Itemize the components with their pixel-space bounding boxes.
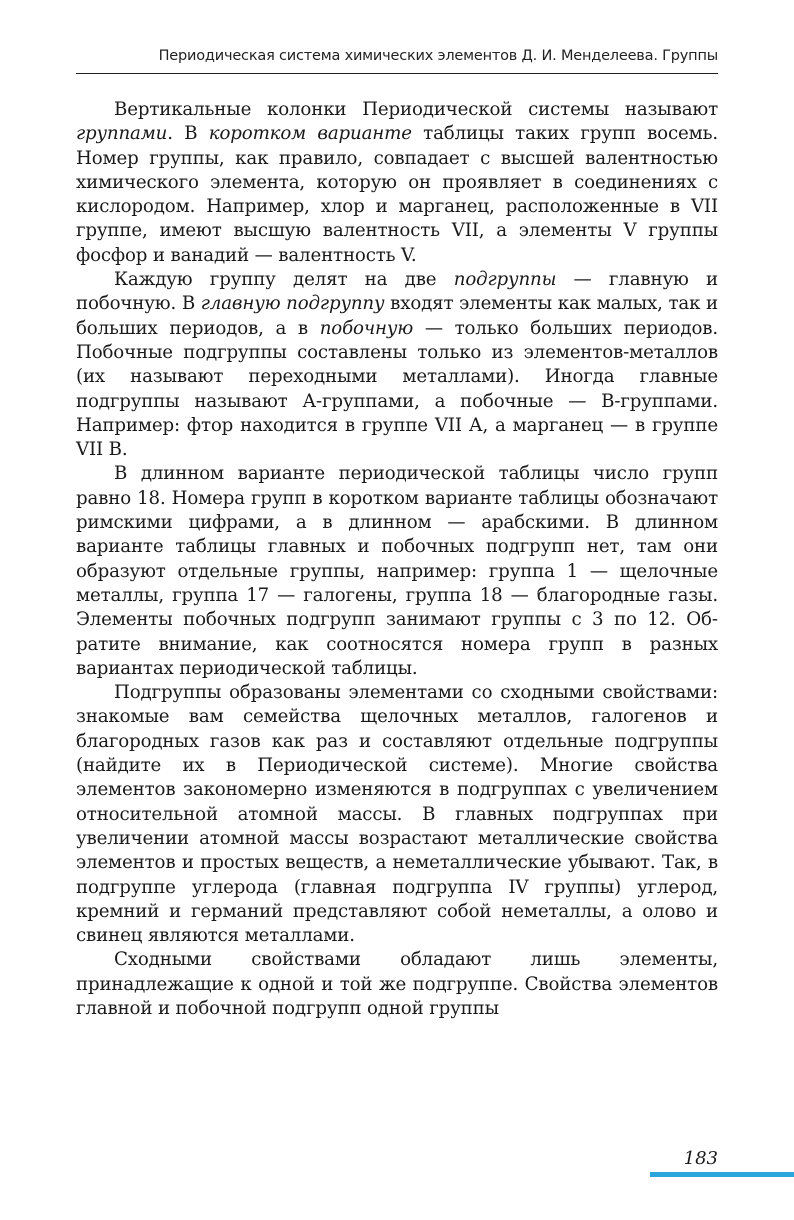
paragraph bbox=[76, 98, 718, 268]
text-run: В длинном варианте периодической таблицы число групп равно 18. Номера групп в коротком варианте таблицы обозначают римскими цифрами, а в длинном — арабскими. В длинном варианте таблицы главных и побочных подгрупп нет, там они образуют отдельные группы, например: группа 1 — щелочные металлы, группа 17 — галогены, группа 18 — благородные газы. Элементы побочных подгрупп занимают группы с 3 по 12. Обратите внимание, как соотносятся номера групп в разных вариантах периодической таблицы. bbox=[76, 463, 718, 679]
paragraph bbox=[76, 681, 718, 948]
text-run: Вертикальные колонки Периодической системы называют bbox=[114, 99, 718, 120]
emphasized-term: коротком варианте bbox=[208, 123, 412, 145]
text-run: Каждую группу делят на две bbox=[114, 269, 454, 291]
emphasized-term: побочную bbox=[319, 317, 414, 339]
emphasized-term: главную подгруппу bbox=[200, 293, 385, 315]
text-run: . В bbox=[167, 123, 209, 145]
body-text bbox=[76, 98, 718, 1021]
text-run: — главную и побочную. В bbox=[76, 269, 718, 315]
footer-bar bbox=[650, 1172, 794, 1177]
emphasized-term: подгруппы bbox=[453, 269, 557, 291]
running-header: Периодическая система химических элементов Д. И. Менделеева. Группы bbox=[158, 48, 718, 64]
text-run: Подгруппы образованы элементами со сходными свойствами: знакомые вам семейства щелочных металлов, галогенов и благородных газов как раз и составляют отдельные подгруппы (найдите их в Периодической системе). Многие свойства элементов закономерно изменяются в подгруппах с увеличением относительной атомной массы. В главных подгруппах при увеличении атомной массы возрастают металлические свойства элементов и простых веществ, а неметаллические убывают. Так, в подгруппе углерода (главная подгруппа IV группы) углерод, кремний и германий представляют собой неметаллы, а олово и свинец являются металлами. bbox=[76, 682, 718, 947]
page-number: 183 bbox=[683, 1148, 718, 1169]
text-run: входят элементы как малых, так и больших периодов, а в bbox=[76, 293, 718, 339]
text-run: — только больших периодов. Побочные подгруппы составлены только из элементов-металлов (их называют переходными металлами). Иногда главные подгруппы называют А-группами, а побочные — В-группами. Например: фтор находится в группе VII А, а марганец — в группе VII В. bbox=[76, 317, 718, 461]
paragraph bbox=[76, 268, 718, 462]
paragraph bbox=[76, 948, 718, 1021]
text-run: таблицы таких групп восемь. Номер группы, как правило, совпадает с высшей валентностью химического элемента, которую он проявляет в соединениях с кислородом. Например, хлор и марганец, расположенные в VII группе, имеют высшую валентность VII, а элементы V группы фосфор и ванадий — валентность V. bbox=[76, 123, 719, 266]
header-rule bbox=[76, 73, 718, 74]
text-run: Сходными свойствами обладают лишь элементы, принадлежащие к одной и той же подгруппе. Свойства элементов главной и побочной подгрупп одной группы bbox=[76, 949, 718, 1019]
emphasized-term: группами bbox=[76, 123, 168, 145]
paragraph bbox=[76, 462, 718, 681]
